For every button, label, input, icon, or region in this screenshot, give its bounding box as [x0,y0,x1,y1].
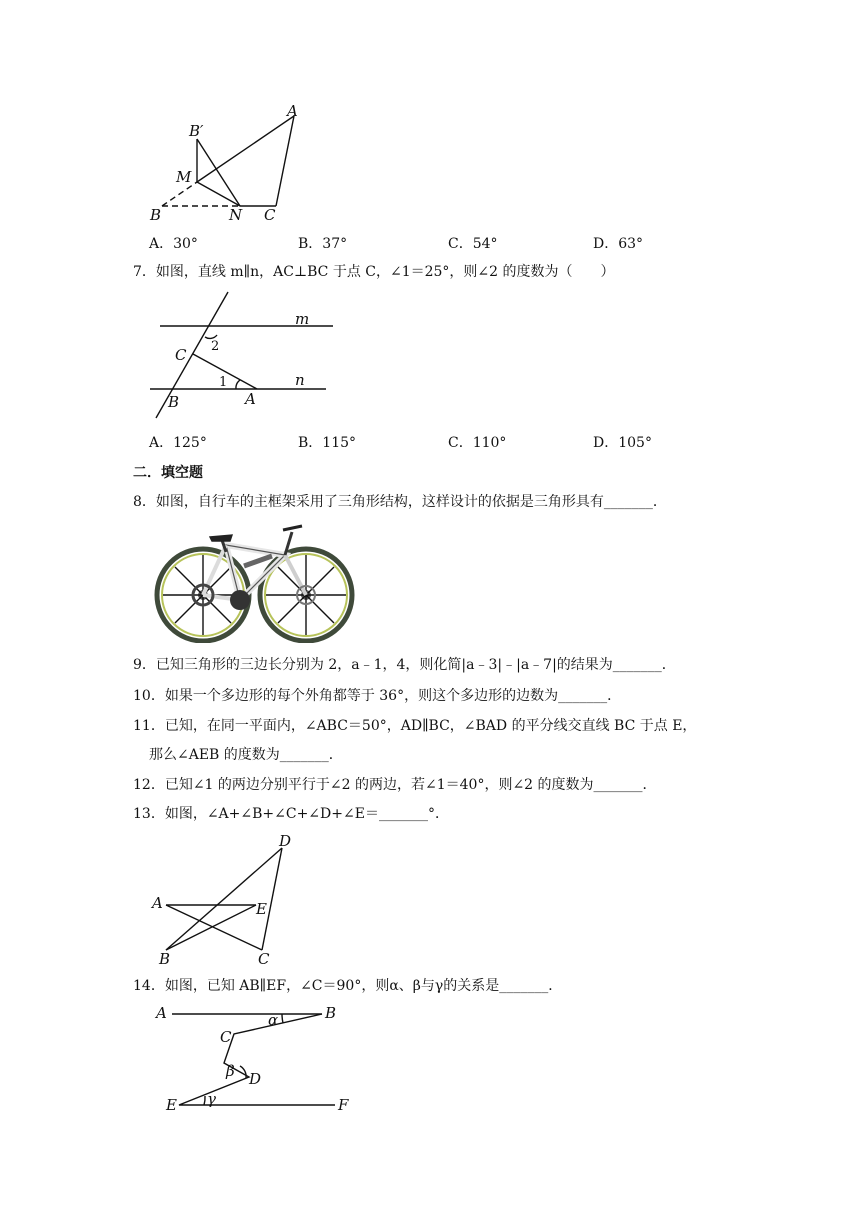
section-fill-in-heading: 二．填空题 [133,465,203,481]
bicycle-image [150,518,360,643]
q7-option-b: B．115° [298,435,357,451]
q7-label-angle-2: 2 [211,339,220,354]
q13-figure [145,830,305,970]
q14-label-alpha: α [268,1011,279,1029]
q14-label-d: D [249,1070,262,1088]
q7-label-c: C [175,346,187,364]
q13-label-b: B [159,950,171,968]
q10-question: 10．如果一个多边形的每个外角都等于 36°，则这个多边形的边数为_______． [133,688,622,704]
q7-question: 7．如图，直线 m∥n，AC⊥BC 于点 C，∠1＝25°，则∠2 的度数为（ ） [133,264,615,280]
q13-label-d: D [279,832,292,850]
q6-label-c: C [264,206,276,224]
q12-question: 12．已知∠1 的两边分别平行于∠2 的两边，若∠1＝40°，则∠2 的度数为_______． [133,777,657,793]
q14-label-c: C [220,1028,232,1046]
q7-label-angle-1: 1 [219,375,228,390]
q14-label-b: B [325,1004,337,1022]
q6-option-b: B．37° [298,236,348,252]
q13-label-c: C [258,950,270,968]
q13-label-a: A [152,894,163,912]
q9-question: 9．已知三角形的三边长分别为 2，a﹣1，4，则化简|a﹣3|﹣|a﹣7|的结果为_______． [133,657,676,673]
q13-question: 13．如图，∠A+∠B+∠C+∠D+∠E＝_______°． [133,806,449,822]
q8-question: 8．如图，自行车的主框架采用了三角形结构，这样设计的依据是三角形具有_______． [133,494,667,510]
q6-figure [140,98,310,228]
q14-label-a: A [156,1004,167,1022]
q11-question-line2: 那么∠AEB 的度数为_______． [149,747,343,763]
q11-question-line1: 11．已知，在同一平面内，∠ABC＝50°，AD∥BC，∠BAD 的平分线交直线 BC 于点 E， [133,718,697,734]
q6-label-m: M [176,168,192,186]
q7-figure [140,288,340,423]
q14-figure [150,1000,360,1120]
q6-label-a: A [287,102,298,120]
q6-option-d: D．63° [593,236,644,252]
q6-label-n: N [229,206,243,224]
q13-label-e: E [256,900,267,918]
q14-question: 14．如图，已知 AB∥EF，∠C＝90°，则α、β与γ的关系是_______． [133,978,563,994]
q7-option-d: D．105° [593,435,652,451]
q7-label-b: B [168,393,180,411]
q6-label-bprime: B′ [189,122,204,140]
q7-option-a: A．125° [149,435,207,451]
q14-label-f: F [338,1096,349,1114]
q7-label-m: m [295,310,310,328]
q14-label-beta: β [226,1062,235,1080]
q6-option-a: A．30° [149,236,198,252]
q7-option-c: C．110° [448,435,507,451]
q6-label-b: B [150,206,162,224]
q14-label-e: E [166,1096,177,1114]
q7-label-a: A [245,390,256,408]
q14-label-gamma: γ [207,1090,216,1108]
q7-label-n: n [295,371,305,389]
q6-option-c: C．54° [448,236,498,252]
